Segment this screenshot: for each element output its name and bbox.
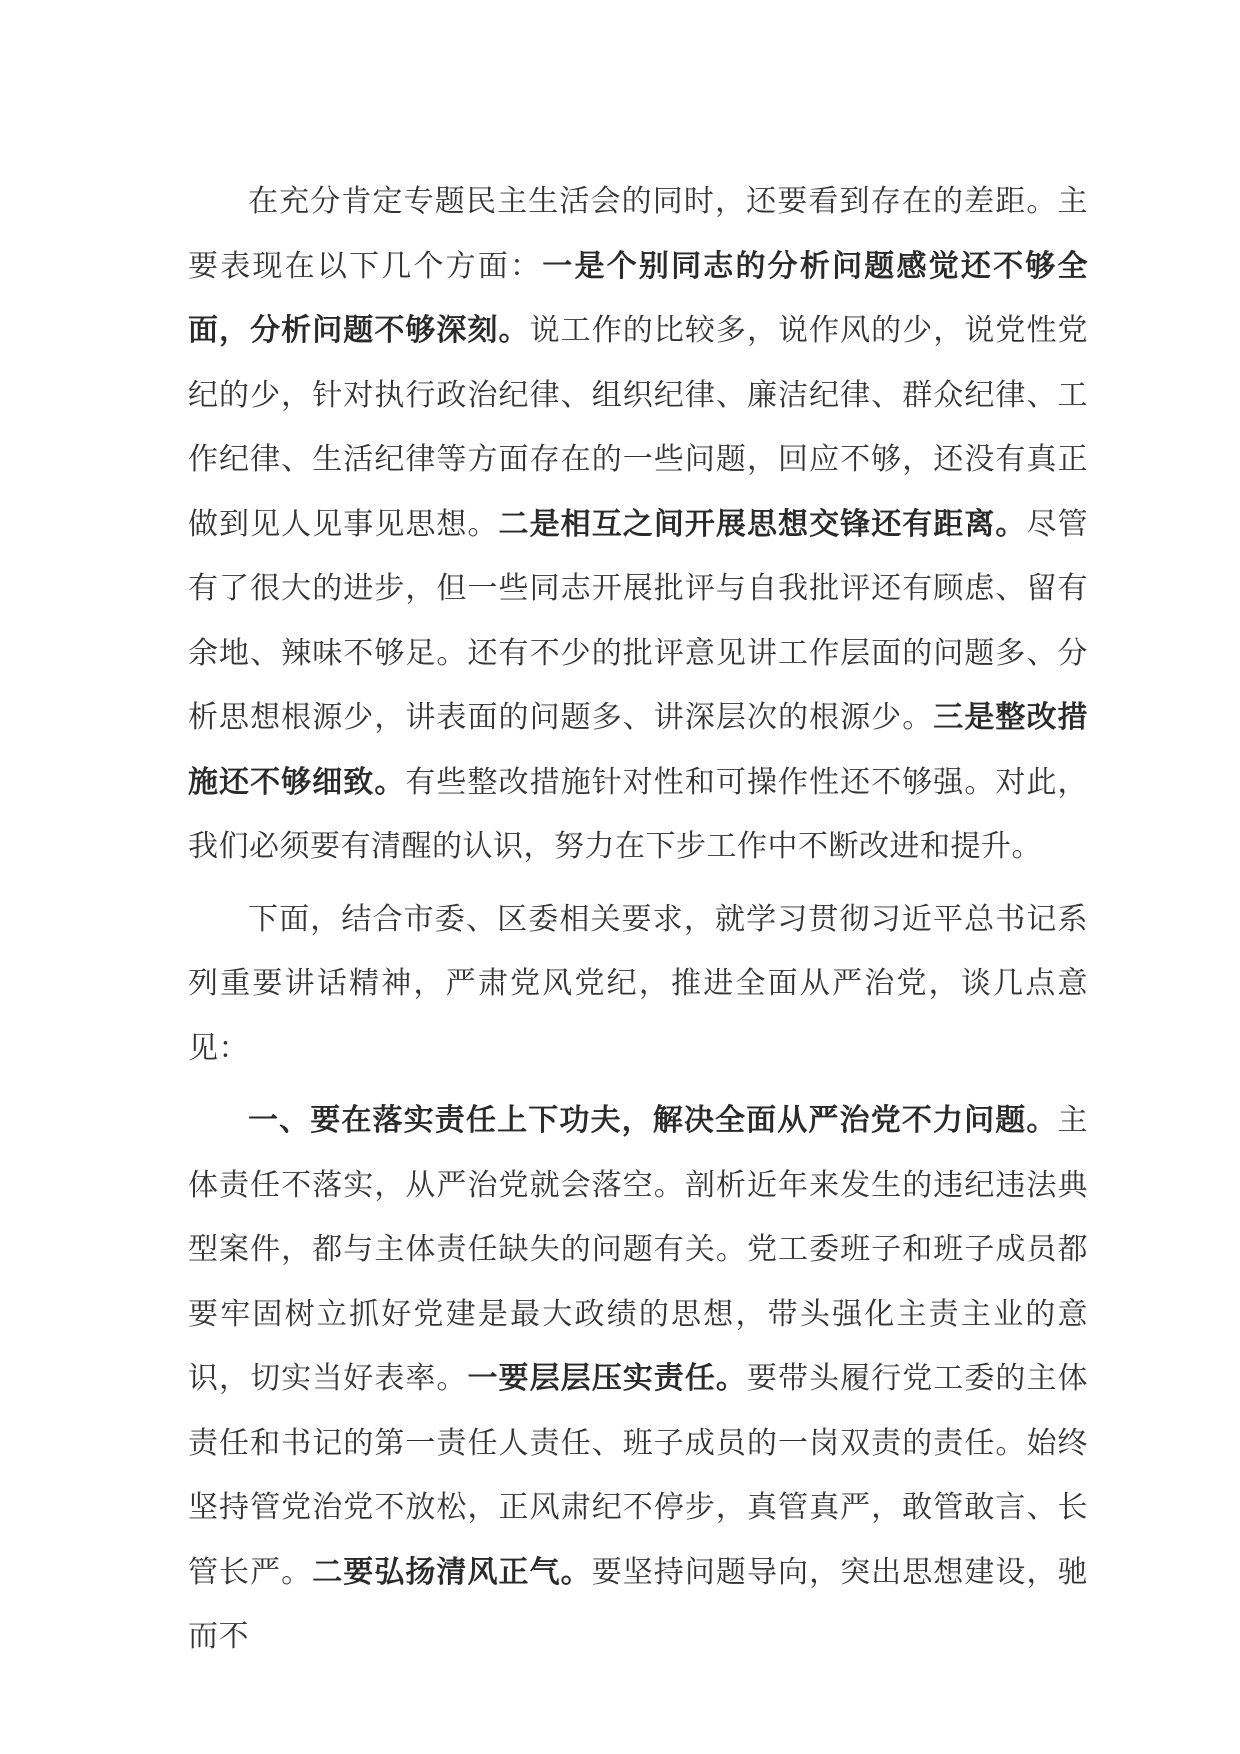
bold-subpoint-two: 二要弘扬清风正气。 [312,1554,592,1590]
text-segment: 下面，结合市委、区委相关要求，就学习贯彻习近平总书记系列重要讲话精神，严肃党风党纪，推进全面从严治党，谈几点意见： [188,901,1088,1066]
text-segment: 有些整改措施针对性和可操作性还不够强。对此，我们必须要有清醒的认识，努力在下步工作中不断改进和提升。 [188,764,1088,864]
bold-point-three: 三是整改措施还不够细致。 [188,700,1089,800]
text-segment: 在充分肯定专题民主生活会的同时，还要看到存在的差距。主要表现在以下几个方面： [188,184,1088,284]
paragraph-shortcomings [188,170,1088,880]
text-segment: 说工作的比较多，说作风的少，说党性党纪的少，针对执行政治纪律、组织纪律、廉洁纪律、群众纪律、工作纪律、生活纪律等方面存在的一些问题，回应不够，还没有真正做到见人见事见思想。 [188,313,1089,542]
document-page [188,170,1088,1670]
text-segment: 主体责任不落实，从严治党就会落空。剖析近年来发生的违纪违法典型案件，都与主体责任缺失的问题有关。党工委班子和班子成员都要牢固树立抓好党建是最大政绩的思想，带头强化主责主业的意识，切实当好表率。 [188,1103,1088,1396]
section-heading: 一、要在落实责任上下功夫，解决全面从严治党不力问题。 [248,1103,1058,1138]
bold-point-two: 二是相互之间开展思想交锋还有距离。 [498,506,1027,542]
bold-point-one: 一是个别同志的分析问题感觉还不够全面，分析问题不够深刻。 [188,248,1089,348]
text-segment: 要带头履行党工委的主体责任和书记的第一责任人责任、班子成员的一岗双责的责任。始终坚持管党治党不放松，正风肃纪不停步，真管真严，敢管敢言、长管长严。 [188,1361,1089,1590]
text-segment: 尽管有了很大的进步，但一些同志开展批评与自我批评还有顾虑、留有余地、辣味不够足。还有不少的批评意见讲工作层面的问题多、分析思想根源少，讲表面的问题多、讲深层次的根源少。 [188,506,1089,735]
text-segment: 要坚持问题导向，突出思想建设，驰而不 [188,1554,1089,1654]
paragraph-section-one [188,1089,1088,1670]
paragraph-introduction [188,888,1088,1082]
bold-subpoint-one: 一要层层压实责任。 [467,1361,747,1396]
